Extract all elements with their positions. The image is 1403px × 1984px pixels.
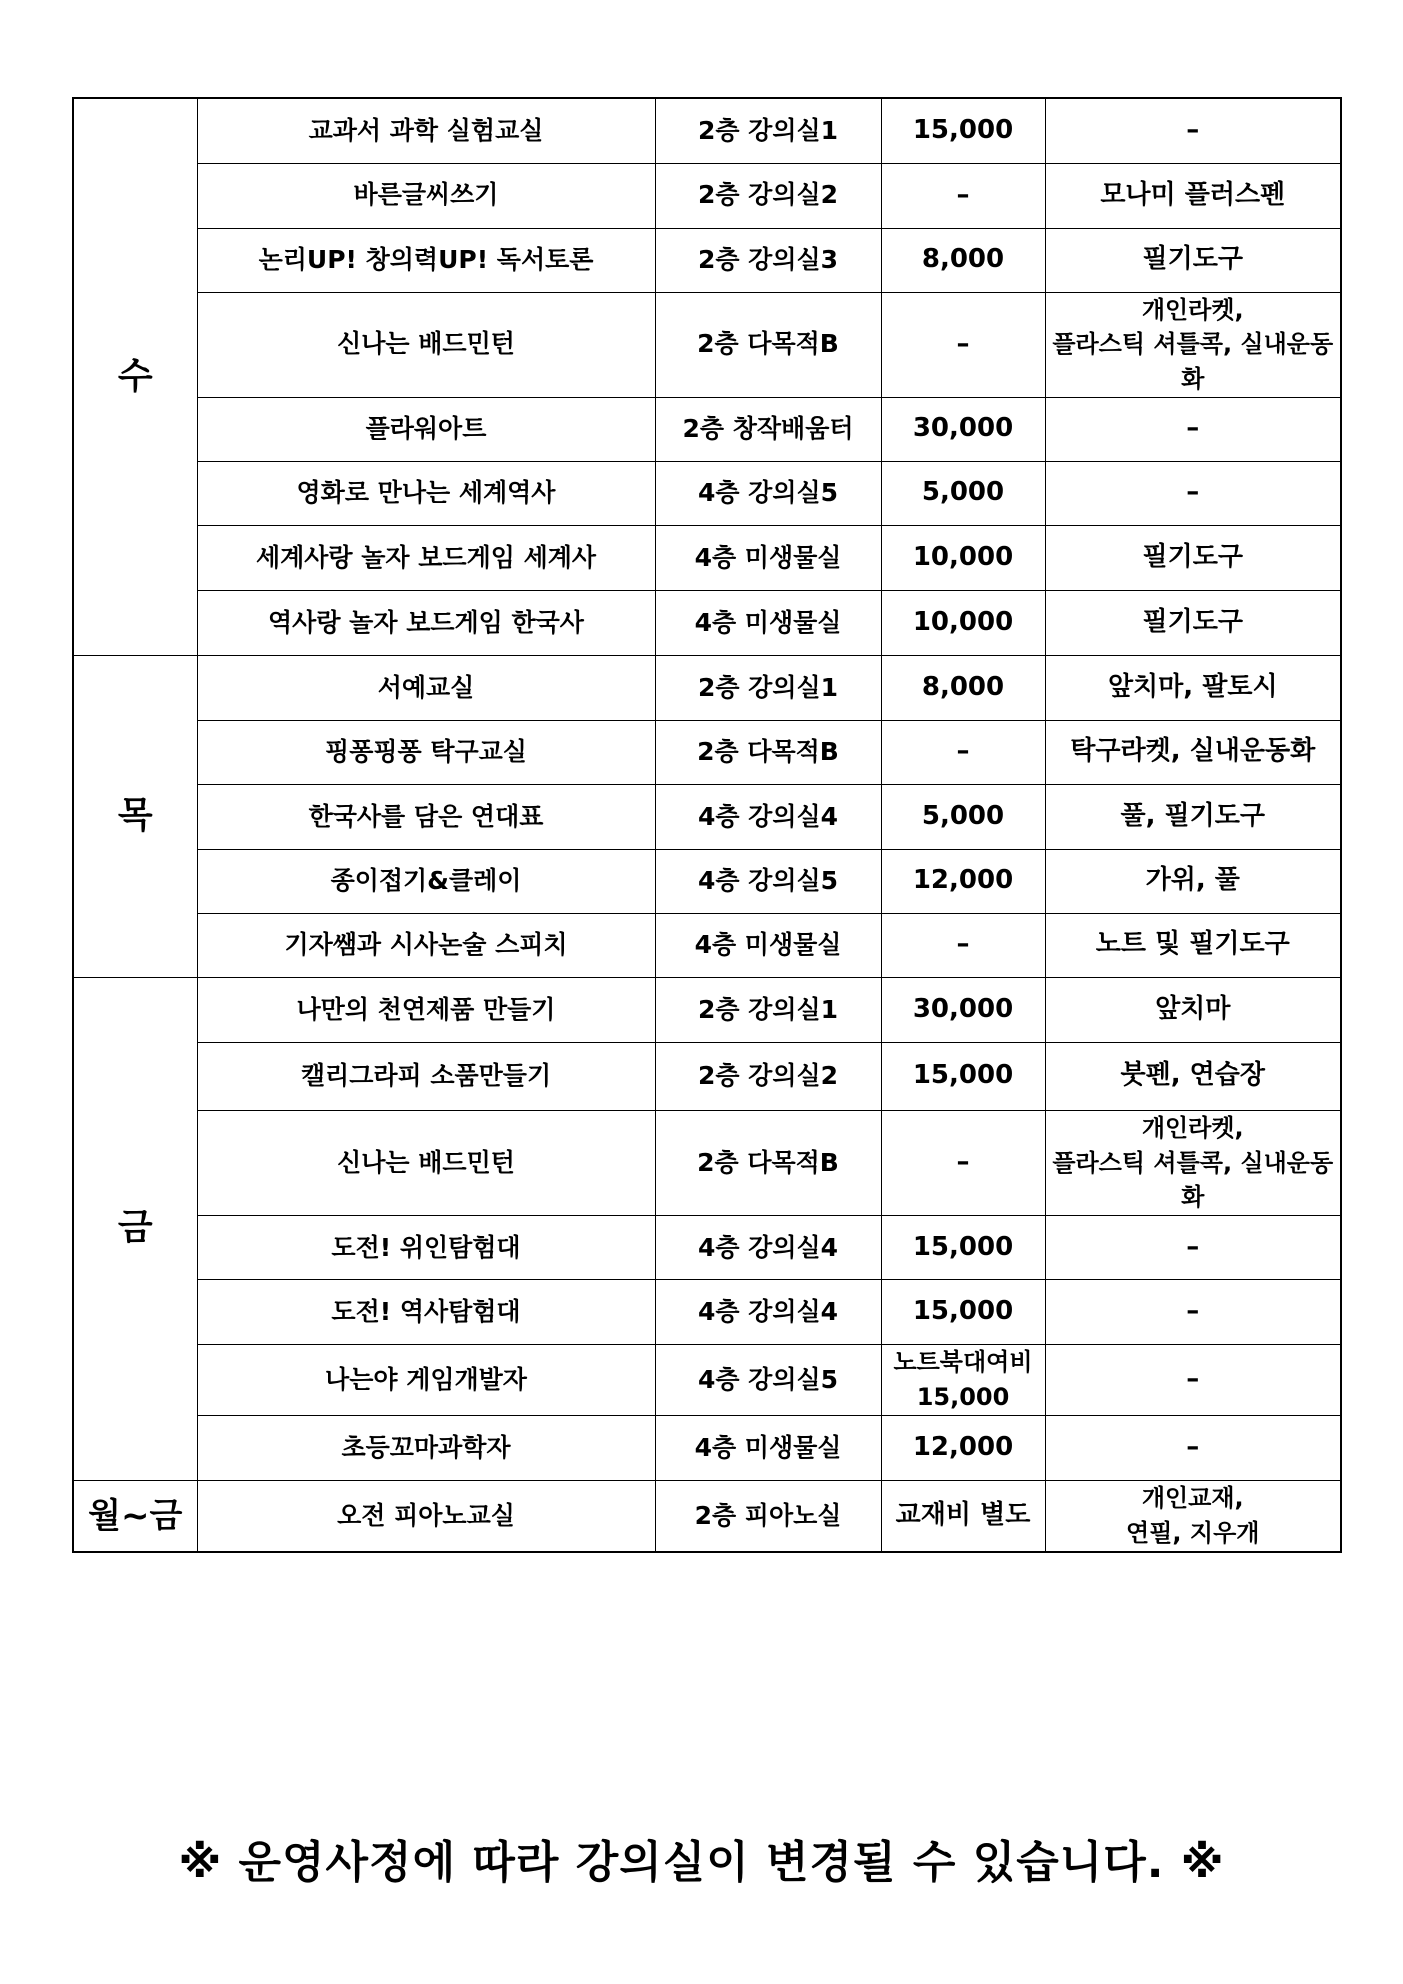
program-name: 초등꼬마과학자 bbox=[197, 1415, 655, 1480]
table-row bbox=[73, 228, 1341, 292]
supplies: – bbox=[1045, 397, 1341, 461]
classroom: 2층 강의실1 bbox=[655, 98, 881, 163]
supplies: – bbox=[1045, 1415, 1341, 1480]
program-name: 신나는 배드민턴 bbox=[197, 292, 655, 397]
program-name: 신나는 배드민턴 bbox=[197, 1110, 655, 1215]
program-name: 세계사랑 놀자 보드게임 세계사 bbox=[197, 525, 655, 590]
fee: 30,000 bbox=[881, 397, 1045, 461]
program-name: 교과서 과학 실험교실 bbox=[197, 98, 655, 163]
program-name: 서예교실 bbox=[197, 655, 655, 720]
table-row bbox=[73, 1280, 1341, 1345]
supplies: 탁구라켓, 실내운동화 bbox=[1045, 720, 1341, 784]
table-row bbox=[73, 1216, 1341, 1280]
classroom: 2층 강의실1 bbox=[655, 655, 881, 720]
fee: 15,000 bbox=[881, 1216, 1045, 1280]
program-name: 논리UP! 창의력UP! 독서토론 bbox=[197, 228, 655, 292]
fee: 교재비 별도 bbox=[881, 1480, 1045, 1552]
supplies: 노트 및 필기도구 bbox=[1045, 913, 1341, 977]
fee: 12,000 bbox=[881, 1415, 1045, 1480]
fee: 30,000 bbox=[881, 977, 1045, 1042]
program-name: 기자쌤과 시사논술 스피치 bbox=[197, 913, 655, 977]
fee: 5,000 bbox=[881, 784, 1045, 849]
fee: 10,000 bbox=[881, 590, 1045, 655]
table-row bbox=[73, 163, 1341, 228]
fee: 15,000 bbox=[881, 98, 1045, 163]
program-name: 나는야 게임개발자 bbox=[197, 1345, 655, 1416]
classroom: 2층 다목적B bbox=[655, 720, 881, 784]
program-name: 플라워아트 bbox=[197, 397, 655, 461]
supplies: 개인교재, 연필, 지우개 bbox=[1045, 1480, 1341, 1552]
classroom: 4층 강의실4 bbox=[655, 784, 881, 849]
fee: 노트북대여비 15,000 bbox=[881, 1345, 1045, 1416]
supplies: 붓펜, 연습장 bbox=[1045, 1042, 1341, 1110]
fee: – bbox=[881, 292, 1045, 397]
classroom: 4층 미생물실 bbox=[655, 525, 881, 590]
fee: 5,000 bbox=[881, 461, 1045, 525]
table-row bbox=[73, 1110, 1341, 1215]
supplies: – bbox=[1045, 1280, 1341, 1345]
table-row bbox=[73, 590, 1341, 655]
program-name: 종이접기&클레이 bbox=[197, 849, 655, 913]
classroom: 4층 강의실5 bbox=[655, 1345, 881, 1416]
supplies: – bbox=[1045, 98, 1341, 163]
notice-text: ※ 운영사정에 따라 강의실이 변경될 수 있습니다. ※ bbox=[178, 1837, 1225, 1888]
table-row bbox=[73, 98, 1341, 163]
day-label: 금 bbox=[73, 977, 197, 1480]
table-row bbox=[73, 1480, 1341, 1552]
program-name: 도전! 역사탐험대 bbox=[197, 1280, 655, 1345]
table-row bbox=[73, 913, 1341, 977]
classroom: 4층 강의실5 bbox=[655, 849, 881, 913]
classroom: 2층 강의실1 bbox=[655, 977, 881, 1042]
classroom: 4층 강의실4 bbox=[655, 1280, 881, 1345]
day-label: 월~금 bbox=[73, 1480, 197, 1552]
table-row bbox=[73, 784, 1341, 849]
program-name: 오전 피아노교실 bbox=[197, 1480, 655, 1552]
program-name: 역사랑 놀자 보드게임 한국사 bbox=[197, 590, 655, 655]
classroom: 2층 피아노실 bbox=[655, 1480, 881, 1552]
classroom: 4층 미생물실 bbox=[655, 1415, 881, 1480]
program-name: 바른글씨쓰기 bbox=[197, 163, 655, 228]
fee: – bbox=[881, 1110, 1045, 1215]
fee: 15,000 bbox=[881, 1042, 1045, 1110]
classroom: 2층 창작배움터 bbox=[655, 397, 881, 461]
program-schedule-table bbox=[72, 97, 1342, 1553]
table-row bbox=[73, 720, 1341, 784]
classroom: 2층 강의실3 bbox=[655, 228, 881, 292]
fee: 15,000 bbox=[881, 1280, 1045, 1345]
classroom: 2층 강의실2 bbox=[655, 163, 881, 228]
supplies: – bbox=[1045, 461, 1341, 525]
supplies: 필기도구 bbox=[1045, 228, 1341, 292]
supplies: 개인라켓, 플라스틱 셔틀콕, 실내운동화 bbox=[1045, 292, 1341, 397]
table-row bbox=[73, 525, 1341, 590]
classroom: 4층 강의실4 bbox=[655, 1216, 881, 1280]
supplies: – bbox=[1045, 1216, 1341, 1280]
supplies: 필기도구 bbox=[1045, 590, 1341, 655]
supplies: 개인라켓, 플라스틱 셔틀콕, 실내운동화 bbox=[1045, 1110, 1341, 1215]
table-row bbox=[73, 849, 1341, 913]
classroom: 4층 미생물실 bbox=[655, 913, 881, 977]
table-row bbox=[73, 1042, 1341, 1110]
supplies: 모나미 플러스펜 bbox=[1045, 163, 1341, 228]
program-name: 한국사를 담은 연대표 bbox=[197, 784, 655, 849]
classroom: 2층 다목적B bbox=[655, 292, 881, 397]
fee: 8,000 bbox=[881, 228, 1045, 292]
table-row bbox=[73, 292, 1341, 397]
fee: 12,000 bbox=[881, 849, 1045, 913]
program-name: 영화로 만나는 세계역사 bbox=[197, 461, 655, 525]
table-row bbox=[73, 397, 1341, 461]
classroom: 2층 다목적B bbox=[655, 1110, 881, 1215]
program-name: 캘리그라피 소품만들기 bbox=[197, 1042, 655, 1110]
fee: – bbox=[881, 163, 1045, 228]
fee: 10,000 bbox=[881, 525, 1045, 590]
supplies: 앞치마, 팔토시 bbox=[1045, 655, 1341, 720]
table-row bbox=[73, 1415, 1341, 1480]
supplies: 가위, 풀 bbox=[1045, 849, 1341, 913]
program-name: 핑퐁핑퐁 탁구교실 bbox=[197, 720, 655, 784]
table-row bbox=[73, 655, 1341, 720]
supplies: 앞치마 bbox=[1045, 977, 1341, 1042]
classroom: 4층 미생물실 bbox=[655, 590, 881, 655]
table-row bbox=[73, 977, 1341, 1042]
program-name: 도전! 위인탐험대 bbox=[197, 1216, 655, 1280]
day-label: 목 bbox=[73, 655, 197, 977]
supplies: 풀, 필기도구 bbox=[1045, 784, 1341, 849]
classroom: 4층 강의실5 bbox=[655, 461, 881, 525]
supplies: 필기도구 bbox=[1045, 525, 1341, 590]
fee: 8,000 bbox=[881, 655, 1045, 720]
day-label: 수 bbox=[73, 98, 197, 655]
table-row bbox=[73, 1345, 1341, 1416]
table-row bbox=[73, 461, 1341, 525]
fee: – bbox=[881, 913, 1045, 977]
supplies: – bbox=[1045, 1345, 1341, 1416]
program-name: 나만의 천연제품 만들기 bbox=[197, 977, 655, 1042]
classroom: 2층 강의실2 bbox=[655, 1042, 881, 1110]
fee: – bbox=[881, 720, 1045, 784]
